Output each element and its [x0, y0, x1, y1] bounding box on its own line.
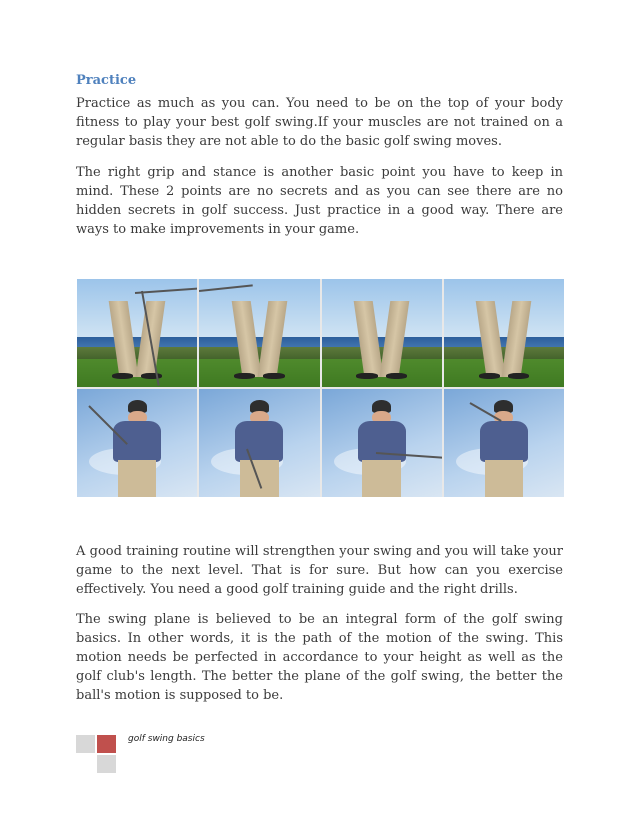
paragraph-practice: Practice as much as you can. You need to be on the top of your body fitness to play your best golf swing.If your muscles are not trained on a regular basis they are not able to do the basic golf swing moves.: [76, 96, 563, 149]
swing-frame-7: [322, 389, 442, 497]
section-heading: Practice: [76, 73, 137, 88]
swing-frame-5: [77, 389, 197, 497]
paragraph-training-routine: A good training routine will strengthen your swing and you will take your game to the next level. That is for sure. But how can you exercise effectively. You need a good golf training guide and the right drills.: [76, 544, 563, 597]
footer-title: golf swing basics: [128, 734, 205, 744]
paragraph-swing-plane: The swing plane is believed to be an integral form of the golf swing basics. In other words, it is the path of the motion of the swing. This motion needs be perfected in accordance to your height as well as the golf club's length. The better the plane of the golf swing, the better the ball's motion is supposed to be.: [76, 612, 563, 703]
golf-swing-sequence-photo: [77, 279, 564, 497]
paragraph-grip-stance: The right grip and stance is another basic point you have to keep in mind. These 2 points are no secrets and as you can see there are no hidden secrets in golf success. Just practice in a good way. There are ways to make improvements in your game.: [76, 165, 563, 237]
swing-frame-3: [322, 279, 442, 387]
swing-frame-1: [77, 279, 197, 387]
swing-frame-4: [444, 279, 564, 387]
footer-decor-square: [76, 735, 95, 753]
swing-frame-2: [199, 279, 319, 387]
swing-frame-6: [199, 389, 319, 497]
swing-frame-8: [444, 389, 564, 497]
footer-decor-square: [97, 755, 116, 773]
footer-accent-square: [97, 735, 116, 753]
